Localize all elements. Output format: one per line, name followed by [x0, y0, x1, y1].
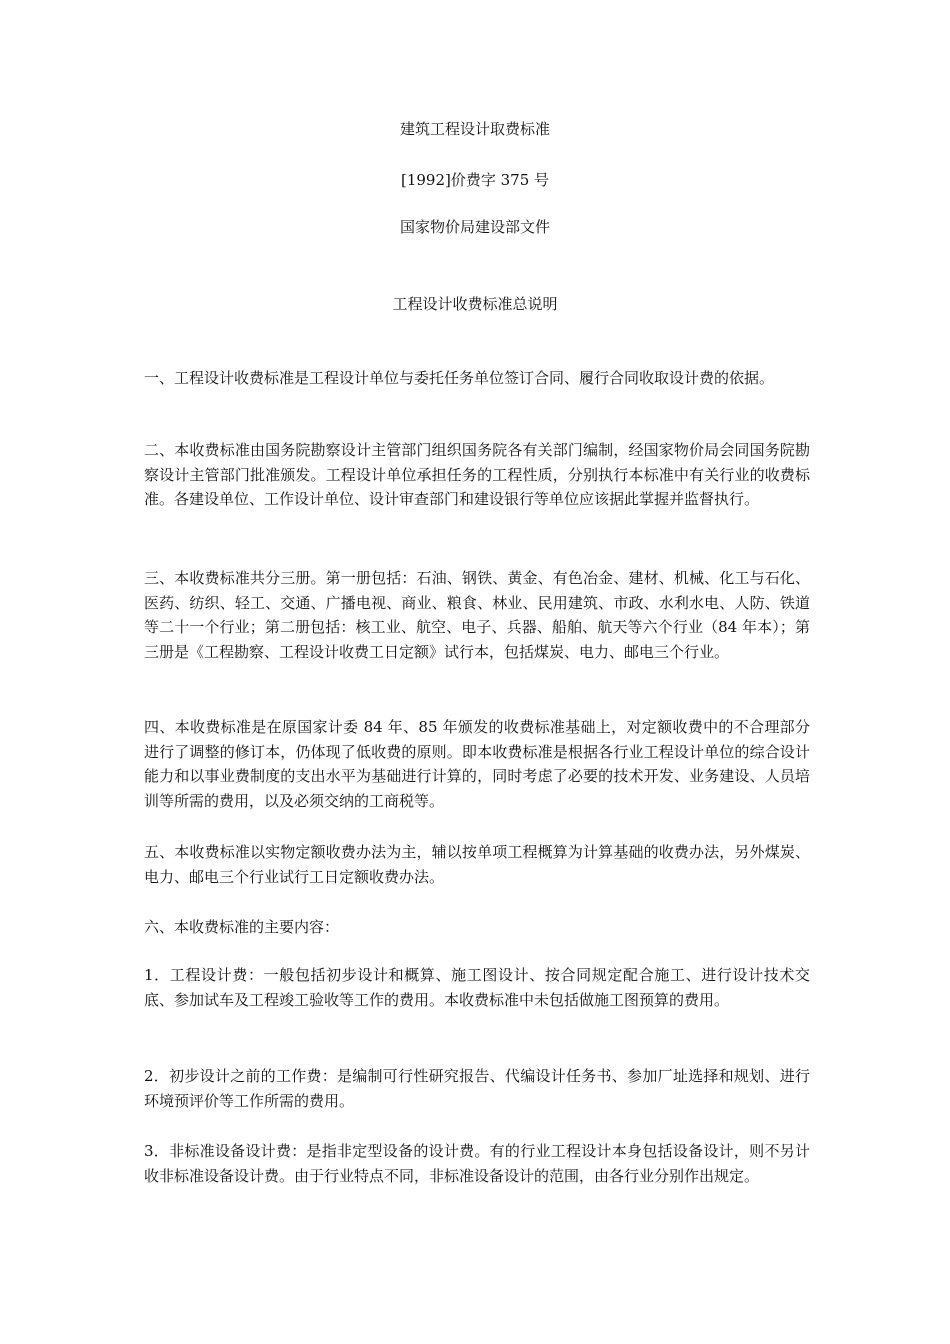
document-number: [1992]价费字 375 号 — [400, 171, 550, 189]
paragraph-2: 二、本收费标准由国务院勘察设计主管部门组织国务院各有关部门编制，经国家物价局会同国务院勘察设计主管部门批准颁发。工程设计单位承担任务的工程性质，分别执行本标准中有关行业的收费标准。各建设单位、工作设计单位、设计审查部门和建设银行等单位应该据此掌握并监督执行。 — [144, 441, 810, 508]
paragraph-7: 1．工程设计费：一般包括初步设计和概算、施工图设计、按合同规定配合施工、进行设计技术交底、参加试车及工程竣工验收等工作的费用。本收费标准中未包括做施工图预算的费用。 — [144, 966, 810, 1009]
paragraph-5: 五、本收费标准以实物定额收费办法为主，辅以按单项工程概算为计算基础的收费办法，另外煤炭、电力、邮电三个行业试行工日定额收费办法。 — [144, 843, 810, 886]
section-title: 工程设计收费标准总说明 — [392, 295, 558, 313]
paragraph-4: 四、本收费标准是在原国家计委 84 年、85 年颁发的收费标准基础上，对定额收费中的不合理部分进行了调整的修订本，仍体现了低收费的原则。即本收费标准是根据各行业工程设计单位的综合设计能力和以事业费制度的支出水平为基础进行计算的，同时考虑了必要的技术开发、业务建设、人员培训等所需的费用，以及必须交纳的工商税等。 — [144, 718, 810, 810]
paragraph-3: 三、本收费标准共分三册。第一册包括：石油、钢铁、黄金、有色冶金、建材、机械、化工与石化、医药、纺织、轻工、交通、广播电视、商业、粮食、林业、民用建筑、市政、水利水电、人防、铁道等二十一个行业；第二册包括：核工业、航空、电子、兵器、船舶、航天等六个行业（84 年本）；第三册是《工程勘察、工程设计收费工日定额》试行本，包括煤炭、电力、邮电三个行业。 — [144, 569, 810, 661]
issuing-authority: 国家物价局建设部文件 — [399, 218, 550, 236]
paragraph-8: 2．初步设计之前的工作费：是编制可行性研究报告、代编设计任务书、参加厂址选择和规划、进行环境预评价等工作所需的费用。 — [144, 1067, 810, 1110]
paragraph-6: 六、本收费标准的主要内容： — [144, 918, 340, 936]
document-title: 建筑工程设计取费标准 — [399, 120, 550, 138]
paragraph-9: 3．非标准设备设计费：是指非定型设备的设计费。有的行业工程设计本身包括设备设计，则不另计收非标准设备设计费。由于行业特点不同，非标准设备设计的范围，由各行业分别作出规定。 — [144, 1142, 810, 1185]
paragraph-1: 一、工程设计收费标准是工程设计单位与委托任务单位签订合同、履行合同收取设计费的依据。 — [144, 369, 775, 387]
